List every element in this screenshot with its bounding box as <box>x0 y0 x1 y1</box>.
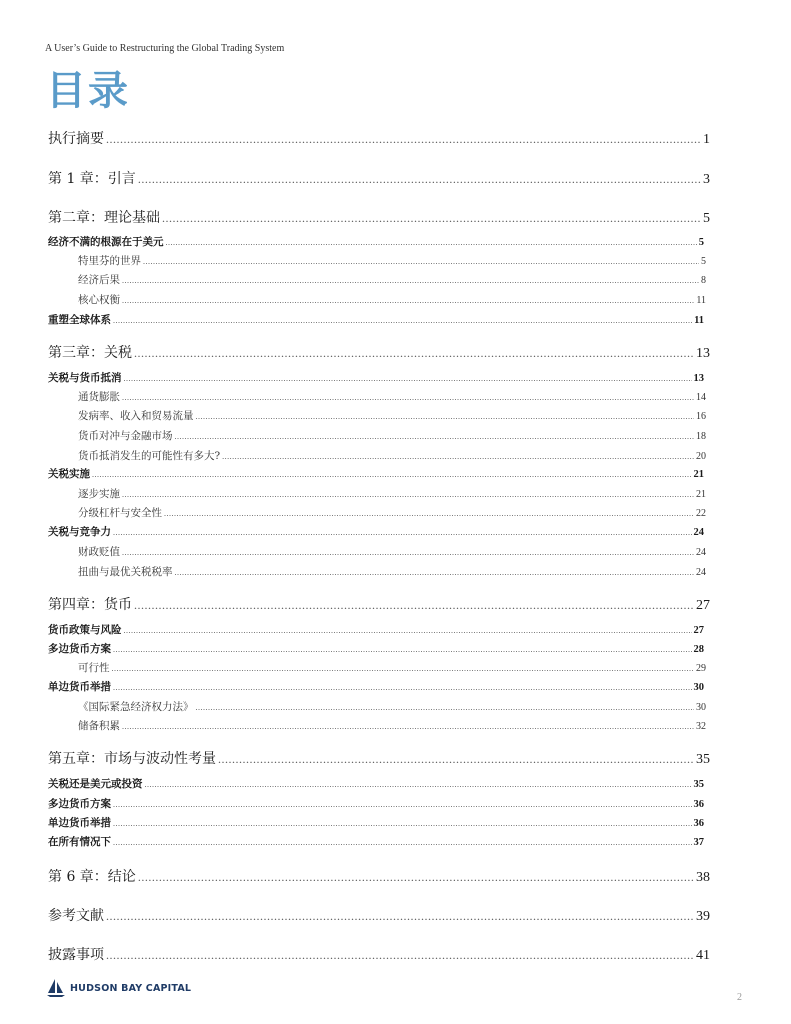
toc-entry-label: 经济后果 <box>78 274 120 286</box>
toc-section-entry[interactable] <box>48 234 704 249</box>
toc-subsection-entry[interactable] <box>78 486 706 501</box>
toc-leader-dots <box>175 568 695 577</box>
toc-leader-dots <box>166 238 697 247</box>
toc-leader-dots <box>124 626 692 635</box>
toc-entry-label: 关税实施 <box>48 468 90 480</box>
toc-subsection-entry[interactable] <box>78 505 706 520</box>
toc-entry-page: 16 <box>696 411 706 422</box>
toc-chapter-entry[interactable] <box>48 594 710 614</box>
toc-entry-label: 关税与竞争力 <box>48 526 111 538</box>
toc-section-entry[interactable] <box>48 641 704 656</box>
logo-text: HUDSON BAY CAPITAL <box>70 982 192 994</box>
toc-entry-page: 36 <box>693 799 704 810</box>
toc-section-entry[interactable] <box>48 312 704 327</box>
toc-subsection-entry[interactable] <box>78 564 706 579</box>
toc-subsection-entry[interactable] <box>78 408 706 423</box>
toc-entry-page: 5 <box>698 237 704 248</box>
toc-leader-dots <box>122 276 699 285</box>
toc-subsection-entry[interactable] <box>78 292 706 307</box>
toc-leader-dots <box>222 452 694 461</box>
toc-entry-label: 披露事项 <box>48 947 104 963</box>
toc-leader-dots <box>122 296 694 305</box>
toc-entry-page: 35 <box>693 779 704 790</box>
toc-entry-label: 参考文献 <box>48 908 104 924</box>
toc-leader-dots <box>134 346 694 361</box>
toc-leader-dots <box>113 683 692 692</box>
toc-entry-label: 《国际紧急经济权力法》 <box>78 701 194 713</box>
toc-entry-page: 35 <box>696 752 710 767</box>
toc-entry-label: 储备积累 <box>78 720 120 732</box>
toc-entry-page: 20 <box>696 451 706 462</box>
toc-entry-page: 37 <box>693 837 704 848</box>
toc-entry-page: 21 <box>696 489 706 500</box>
toc-leader-dots <box>138 870 694 885</box>
toc-entry-label: 经济不满的根源在于美元 <box>48 236 164 248</box>
toc-entry-label: 财政贬值 <box>78 546 120 558</box>
toc-entry-page: 39 <box>696 909 710 924</box>
toc-leader-dots <box>122 490 694 499</box>
toc-section-entry[interactable] <box>48 815 704 830</box>
toc-subsection-entry[interactable] <box>78 544 706 559</box>
toc-chapter-entry[interactable] <box>48 944 710 964</box>
toc-leader-dots <box>143 257 699 266</box>
toc-entry-label: 关税与货币抵消 <box>48 372 122 384</box>
toc-subsection-entry[interactable] <box>78 699 706 714</box>
toc-leader-dots <box>122 722 694 731</box>
toc-entry-label: 扭曲与最优关税税率 <box>78 566 173 578</box>
toc-entry-page: 32 <box>696 721 706 732</box>
toc-leader-dots <box>113 838 692 847</box>
toc-entry-page: 24 <box>693 527 704 538</box>
toc-leader-dots <box>145 780 692 789</box>
toc-subsection-entry[interactable] <box>78 660 706 675</box>
toc-section-entry[interactable] <box>48 370 704 385</box>
toc-entry-label: 货币对冲与金融市场 <box>78 430 173 442</box>
toc-leader-dots <box>138 172 701 187</box>
toc-subsection-entry[interactable] <box>78 389 706 404</box>
toc-leader-dots <box>218 752 694 767</box>
toc-entry-label: 通货膨胀 <box>78 391 120 403</box>
toc-entry-label: 第 6 章：结论 <box>48 869 136 885</box>
toc-entry-label: 货币抵消发生的可能性有多大? <box>78 450 221 462</box>
page-number: 2 <box>737 992 742 1003</box>
toc-chapter-entry[interactable] <box>48 866 710 886</box>
toc-entry-label: 分级杠杆与安全性 <box>78 507 162 519</box>
toc-leader-dots <box>122 393 694 402</box>
toc-leader-dots <box>113 800 692 809</box>
toc-section-entry[interactable] <box>48 524 704 539</box>
toc-entry-label: 可行性 <box>78 662 110 674</box>
toc-entry-label: 逐步实施 <box>78 488 120 500</box>
toc-entry-page: 5 <box>703 211 710 226</box>
toc-entry-page: 28 <box>693 644 704 655</box>
toc-section-entry[interactable] <box>48 679 704 694</box>
toc-entry-page: 30 <box>696 702 706 713</box>
page-title: 目录 <box>46 68 130 114</box>
toc-entry-page: 22 <box>696 508 706 519</box>
toc-entry-page: 11 <box>694 315 704 326</box>
toc-entry-label: 多边货币方案 <box>48 643 111 655</box>
toc-entry-page: 21 <box>693 469 704 480</box>
toc-entry-page: 5 <box>701 256 706 267</box>
toc-entry-label: 关税还是美元或投资 <box>48 778 143 790</box>
toc-entry-label: 重塑全球体系 <box>48 314 111 326</box>
sailboat-icon <box>46 978 66 998</box>
toc-entry-label: 多边货币方案 <box>48 798 111 810</box>
toc-entry-page: 27 <box>693 625 704 636</box>
toc-entry-label: 第三章：关税 <box>48 345 132 361</box>
toc-section-entry[interactable] <box>48 466 704 481</box>
toc-subsection-entry[interactable] <box>78 428 706 443</box>
toc-entry-label: 单边货币举措 <box>48 817 111 829</box>
toc-leader-dots <box>92 470 692 479</box>
toc-entry-label: 单边货币举措 <box>48 681 111 693</box>
toc-leader-dots <box>113 528 692 537</box>
toc-leader-dots <box>134 598 694 613</box>
toc-leader-dots <box>124 374 692 383</box>
toc-section-entry[interactable] <box>48 622 704 637</box>
toc-leader-dots <box>113 316 692 325</box>
toc-entry-label: 第四章：货币 <box>48 597 132 613</box>
toc-leader-dots <box>106 948 694 963</box>
toc-entry-page: 11 <box>696 295 706 306</box>
toc-entry-label: 第二章：理论基础 <box>48 210 160 226</box>
toc-subsection-entry[interactable] <box>78 272 706 287</box>
toc-entry-page: 29 <box>696 663 706 674</box>
toc-entry-page: 3 <box>703 172 710 187</box>
toc-entry-page: 13 <box>696 346 710 361</box>
toc-entry-page: 14 <box>696 392 706 403</box>
toc-leader-dots <box>162 211 701 226</box>
toc-entry-page: 18 <box>696 431 706 442</box>
toc-leader-dots <box>106 909 694 924</box>
toc-section-entry[interactable] <box>48 834 704 849</box>
toc-entry-label: 第 1 章：引言 <box>48 171 136 187</box>
toc-leader-dots <box>196 703 695 712</box>
toc-chapter-entry[interactable] <box>48 748 710 768</box>
company-logo <box>46 978 191 998</box>
toc-entry-label: 执行摘要 <box>48 131 104 147</box>
toc-entry-label: 在所有情况下 <box>48 836 111 848</box>
toc-entry-page: 1 <box>703 132 710 147</box>
toc-chapter-entry[interactable] <box>48 207 710 227</box>
toc-entry-label: 第五章：市场与波动性考量 <box>48 751 216 767</box>
toc-leader-dots <box>113 819 692 828</box>
toc-entry-page: 24 <box>696 567 706 578</box>
toc-section-entry[interactable] <box>48 796 704 811</box>
toc-chapter-entry[interactable] <box>48 128 710 148</box>
toc-chapter-entry[interactable] <box>48 168 710 188</box>
toc-entry-page: 30 <box>693 682 704 693</box>
toc-leader-dots <box>175 432 695 441</box>
toc-entry-page: 24 <box>696 547 706 558</box>
toc-leader-dots <box>164 509 694 518</box>
toc-leader-dots <box>112 664 695 673</box>
toc-entry-label: 特里芬的世界 <box>78 255 141 267</box>
toc-entry-page: 27 <box>696 598 710 613</box>
toc-leader-dots <box>106 132 701 147</box>
toc-leader-dots <box>196 412 695 421</box>
toc-entry-page: 38 <box>696 870 710 885</box>
toc-entry-page: 36 <box>693 818 704 829</box>
toc-entry-page: 13 <box>693 373 704 384</box>
toc-entry-page: 8 <box>701 275 706 286</box>
running-header: A User’s Guide to Restructuring the Global Trading System <box>45 43 285 54</box>
toc-entry-label: 货币政策与风险 <box>48 624 122 636</box>
toc-subsection-entry[interactable] <box>78 718 706 733</box>
toc-chapter-entry[interactable] <box>48 905 710 925</box>
toc-entry-label: 发病率、收入和贸易流量 <box>78 410 194 422</box>
toc-subsection-entry[interactable] <box>78 253 706 268</box>
toc-leader-dots <box>122 548 694 557</box>
toc-subsection-entry[interactable] <box>78 448 706 463</box>
toc-entry-label: 核心权衡 <box>78 294 120 306</box>
toc-chapter-entry[interactable] <box>48 342 710 362</box>
toc-section-entry[interactable] <box>48 776 704 791</box>
toc-entry-page: 41 <box>696 948 710 963</box>
toc-leader-dots <box>113 645 692 654</box>
